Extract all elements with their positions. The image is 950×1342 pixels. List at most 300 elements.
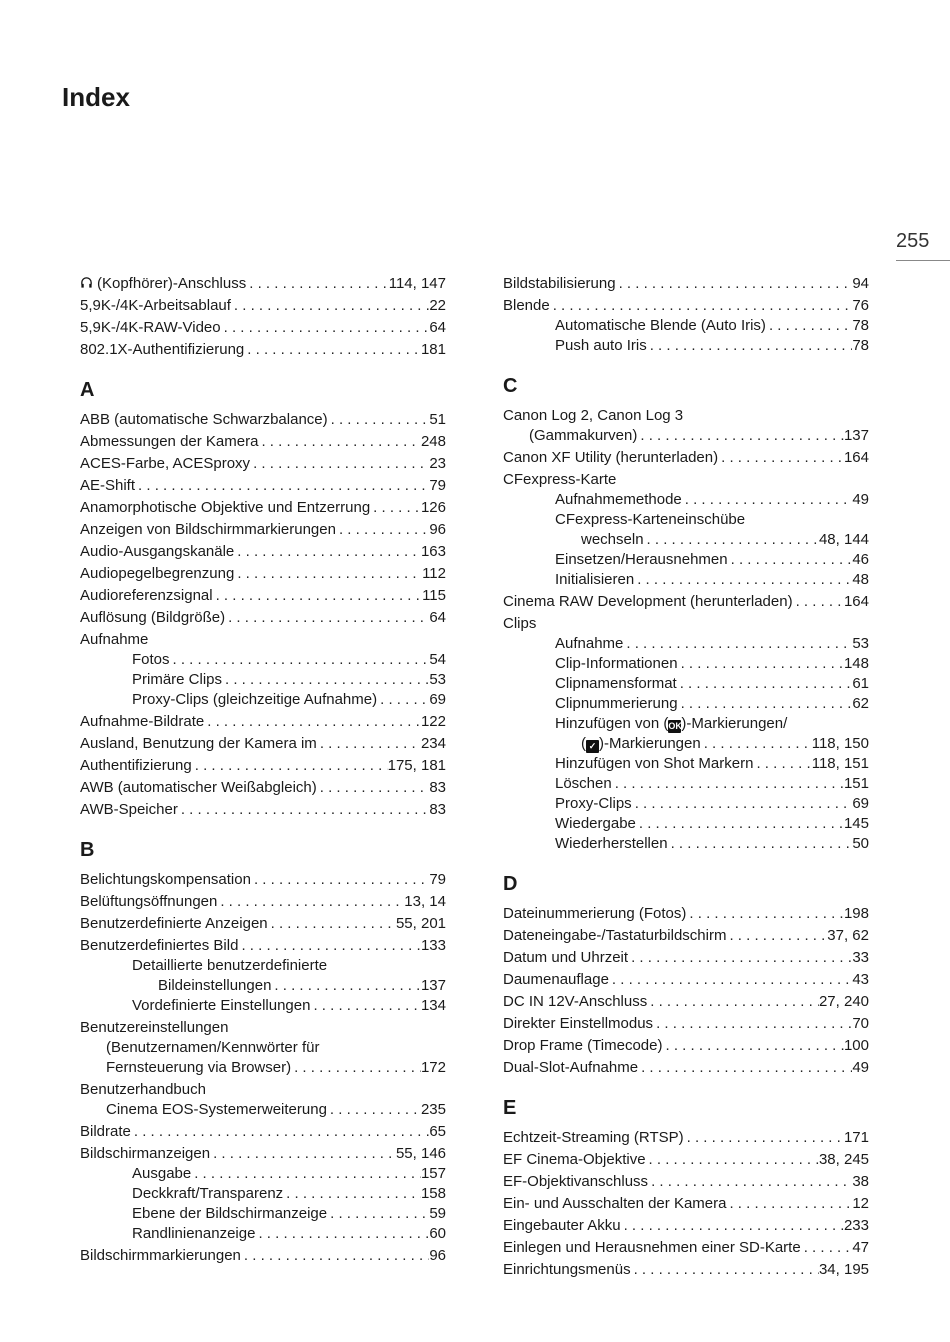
- entry-term: Aufnahme: [555, 635, 624, 652]
- dot-leader: [192, 756, 388, 776]
- entry-pages[interactable]: 133: [420, 937, 446, 954]
- entry-pages[interactable]: 137: [420, 977, 446, 994]
- entry-term: DC IN 12V-Anschluss: [503, 993, 648, 1010]
- entry-term-text: Hinzufügen von (: [555, 715, 669, 732]
- headphones-icon: [80, 276, 93, 289]
- index-entry: [80, 296, 446, 316]
- index-entry: [503, 1128, 869, 1148]
- dot-leader: [628, 948, 852, 968]
- entry-pages[interactable]: 70: [852, 1015, 869, 1032]
- dot-leader: [170, 650, 430, 670]
- entry-term: Randlinienanzeige: [132, 1225, 256, 1242]
- entry-pages[interactable]: 83: [429, 801, 446, 818]
- entry-pages[interactable]: 181: [420, 341, 446, 358]
- index-entry: [80, 756, 446, 776]
- dot-leader: [213, 586, 422, 606]
- index-entry: [503, 654, 869, 674]
- entry-term: Detaillierte benutzerdefinierte: [132, 957, 328, 974]
- index-entry: [80, 870, 446, 890]
- dot-leader: [718, 448, 844, 468]
- entry-term: Cinema RAW Development (herunterladen): [503, 593, 793, 610]
- dot-leader: [728, 550, 853, 570]
- entry-term: Ausland, Benutzung der Kamera im: [80, 735, 317, 752]
- entry-term: Blende: [503, 297, 550, 314]
- entry-pages[interactable]: 64: [429, 319, 446, 336]
- section-letter: C: [503, 375, 518, 397]
- dot-leader: [271, 976, 421, 996]
- dot-leader: [234, 564, 422, 584]
- entry-term: Clips: [503, 615, 537, 632]
- entry-term: wechseln: [581, 531, 644, 548]
- entry-pages[interactable]: 47: [852, 1239, 869, 1256]
- index-entry: [503, 1172, 869, 1192]
- check-mark-icon: ✓: [586, 740, 599, 753]
- dot-leader: [550, 296, 853, 316]
- entry-pages[interactable]: 64: [429, 609, 446, 626]
- index-entry: [503, 926, 869, 946]
- entry-pages[interactable]: 37, 62: [827, 927, 869, 944]
- index-entry: [503, 754, 869, 774]
- index-entry: [503, 1238, 869, 1258]
- entry-pages[interactable]: 164: [843, 593, 869, 610]
- dot-leader: [221, 318, 430, 338]
- entry-pages[interactable]: 94: [852, 275, 869, 292]
- entry-pages[interactable]: 48, 144: [818, 531, 869, 548]
- entry-pages[interactable]: 157: [420, 1165, 446, 1182]
- dot-leader: [231, 296, 429, 316]
- dot-leader: [135, 476, 429, 496]
- entry-pages[interactable]: 12: [852, 1195, 869, 1212]
- dot-leader: [131, 1122, 429, 1142]
- index-entry: [503, 1014, 869, 1034]
- index-entry: [503, 634, 869, 654]
- entry-term: Audioreferenzsignal: [80, 587, 213, 604]
- entry-pages[interactable]: 69: [429, 691, 446, 708]
- index-entry: [80, 1058, 446, 1078]
- index-entry: [80, 1122, 446, 1142]
- index-entry: [503, 570, 869, 590]
- dot-leader: [753, 754, 811, 774]
- entry-term: Belüftungsöffnungen: [80, 893, 218, 910]
- index-entry: [80, 936, 446, 956]
- dot-leader: [616, 274, 853, 294]
- entry-pages[interactable]: 62: [852, 695, 869, 712]
- index-entry: [503, 1058, 869, 1078]
- entry-term: Löschen: [555, 775, 612, 792]
- entry-term-text: (Kopfhörer)-Anschluss: [97, 275, 247, 292]
- entry-term: EF Cinema-Objektive: [503, 1151, 646, 1168]
- dot-leader: [682, 490, 853, 510]
- dot-leader: [317, 778, 430, 798]
- entry-pages[interactable]: 33: [852, 949, 869, 966]
- entry-pages[interactable]: 164: [843, 449, 869, 466]
- entry-term: ACES-Farbe, ACESproxy: [80, 455, 251, 472]
- index-entry: [503, 1036, 869, 1056]
- index-entry: [503, 614, 869, 634]
- entry-term: Fernsteuerung via Browser): [106, 1059, 292, 1076]
- index-entry: [80, 564, 446, 584]
- dot-leader: [255, 1224, 429, 1244]
- index-entry: [80, 340, 446, 360]
- index-entry: [503, 426, 869, 446]
- entry-pages[interactable]: 96: [429, 521, 446, 538]
- entry-pages[interactable]: 78: [852, 317, 869, 334]
- entry-pages[interactable]: 38: [852, 1173, 869, 1190]
- entry-pages[interactable]: 60: [429, 1225, 446, 1242]
- entry-pages[interactable]: 55, 146: [395, 1145, 446, 1162]
- entry-term: Dateneingabe-/Tastaturbildschirm: [503, 927, 727, 944]
- index-entry: [80, 410, 446, 430]
- index-entry: [80, 996, 446, 1016]
- index-entry: [80, 1080, 446, 1100]
- index-entry: [503, 470, 869, 490]
- dot-leader: [222, 670, 429, 690]
- entry-term-text-after: )-Markierungen/: [681, 715, 788, 732]
- dot-leader: [217, 892, 404, 912]
- index-entry: [80, 498, 446, 518]
- entry-pages[interactable]: 59: [429, 1205, 446, 1222]
- entry-pages[interactable]: 158: [420, 1185, 446, 1202]
- dot-leader: [251, 870, 429, 890]
- entry-pages[interactable]: 49: [852, 1059, 869, 1076]
- entry-pages[interactable]: 54: [429, 651, 446, 668]
- dot-leader: [377, 690, 429, 710]
- entry-pages[interactable]: 46: [852, 551, 869, 568]
- section-letter: E: [503, 1097, 517, 1119]
- dot-leader: [726, 1194, 852, 1214]
- entry-term: Benutzereinstellungen: [80, 1019, 229, 1036]
- dot-leader: [621, 1216, 844, 1236]
- entry-term: [581, 734, 701, 754]
- entry-term: Ebene der Bildschirmanzeige: [132, 1205, 328, 1222]
- entry-term: (Gammakurven): [529, 427, 638, 444]
- entry-term: [555, 714, 869, 734]
- dot-leader: [623, 634, 852, 654]
- index-entry: [80, 650, 446, 670]
- entry-pages[interactable]: 50: [852, 835, 869, 852]
- entry-pages[interactable]: 100: [843, 1037, 869, 1054]
- entry-pages[interactable]: 27, 240: [818, 993, 869, 1010]
- entry-pages[interactable]: 198: [843, 905, 869, 922]
- entry-pages[interactable]: 148: [843, 655, 869, 672]
- index-entry: [503, 948, 869, 968]
- entry-term: Canon XF Utility (herunterladen): [503, 449, 719, 466]
- entry-term: 5,9K-/4K-Arbeitsablauf: [80, 297, 231, 314]
- index-entry: [80, 690, 446, 710]
- entry-term: AE-Shift: [80, 477, 136, 494]
- dot-leader: [241, 1246, 429, 1266]
- entry-term: ABB (automatische Schwarzbalance): [80, 411, 328, 428]
- index-entry: [80, 586, 446, 606]
- entry-pages[interactable]: 172: [420, 1059, 446, 1076]
- index-entry: [503, 1260, 869, 1280]
- index-entry: [503, 510, 869, 530]
- entry-term: Wiederherstellen: [555, 835, 668, 852]
- index-entry: [503, 296, 869, 316]
- entry-pages[interactable]: 23: [429, 455, 446, 472]
- entry-term: Initialisieren: [555, 571, 635, 588]
- dot-leader: [225, 608, 429, 628]
- entry-pages[interactable]: 137: [843, 427, 869, 444]
- entry-pages[interactable]: 65: [429, 1123, 446, 1140]
- dot-leader: [678, 654, 844, 674]
- dot-leader: [636, 814, 844, 834]
- dot-leader: [612, 774, 844, 794]
- ok-mark-icon: OK: [668, 721, 682, 731]
- entry-term: Authentifizierung: [80, 757, 192, 774]
- dot-leader: [793, 592, 844, 612]
- entry-term: Einlegen und Herausnehmen einer SD-Karte: [503, 1239, 801, 1256]
- index-entry: [503, 1216, 869, 1236]
- entry-pages[interactable]: 118, 150: [811, 735, 869, 752]
- entry-pages[interactable]: 134: [420, 997, 446, 1014]
- dot-leader: [310, 996, 421, 1016]
- entry-term: Benutzerdefiniertes Bild: [80, 937, 239, 954]
- entry-pages[interactable]: 61: [852, 675, 869, 692]
- entry-pages[interactable]: 118, 151: [811, 755, 869, 772]
- index-entry: [80, 476, 446, 496]
- dot-leader: [210, 1144, 396, 1164]
- entry-term: AWB-Speicher: [80, 801, 178, 818]
- dot-leader: [647, 992, 819, 1012]
- index-entry: [503, 530, 869, 550]
- dot-leader: [638, 1058, 852, 1078]
- index-entry: [503, 674, 869, 694]
- entry-pages[interactable]: 122: [420, 713, 446, 730]
- entry-term: Fotos: [132, 651, 170, 668]
- index-entry: [80, 734, 446, 754]
- entry-term: Vordefinierte Einstellungen: [132, 997, 311, 1014]
- index-entry: [80, 892, 446, 912]
- dot-leader: [238, 936, 421, 956]
- index-entry: [503, 714, 869, 734]
- dot-leader: [336, 520, 429, 540]
- entry-term: Proxy-Clips (gleichzeitige Aufnahme): [132, 691, 378, 708]
- dot-leader: [686, 904, 844, 924]
- entry-term: Audio-Ausgangskanäle: [80, 543, 235, 560]
- index-entry: [80, 1164, 446, 1184]
- entry-term: Bildschirmanzeigen: [80, 1145, 211, 1162]
- entry-pages[interactable]: 38, 245: [818, 1151, 869, 1168]
- dot-leader: [801, 1238, 853, 1258]
- entry-term: Datum und Uhrzeit: [503, 949, 629, 966]
- dot-leader: [632, 794, 853, 814]
- index-entry: [80, 712, 446, 732]
- dot-leader: [250, 454, 429, 474]
- index-entry: [80, 1018, 446, 1038]
- index-entry: [80, 670, 446, 690]
- index-entry: [80, 1246, 446, 1266]
- index-entry: [80, 542, 446, 562]
- dot-leader: [204, 712, 421, 732]
- entry-term: CFexpress-Karteneinschübe: [555, 511, 746, 528]
- dot-leader: [246, 274, 388, 294]
- dot-leader: [258, 432, 421, 452]
- dot-leader: [178, 800, 430, 820]
- dot-leader: [234, 542, 421, 562]
- dot-leader: [244, 340, 421, 360]
- entry-term: Einsetzen/Herausnehmen: [555, 551, 728, 568]
- dot-leader: [291, 1058, 421, 1078]
- entry-pages[interactable]: 115: [422, 587, 446, 604]
- dot-leader: [191, 1164, 421, 1184]
- dot-leader: [678, 694, 853, 714]
- entry-term: CFexpress-Karte: [503, 471, 617, 488]
- entry-term: Benutzerhandbuch: [80, 1081, 206, 1098]
- entry-term: Benutzerdefinierte Anzeigen: [80, 915, 268, 932]
- entry-pages[interactable]: 112: [422, 565, 446, 582]
- index-entry: [80, 318, 446, 338]
- entry-term: Cinema EOS-Systemerweiterung: [106, 1101, 327, 1118]
- index-column-left: [80, 272, 446, 1266]
- index-entry: [80, 520, 446, 540]
- index-entry: [80, 608, 446, 628]
- page-number: 255: [896, 230, 930, 252]
- page-number-rule: [896, 260, 950, 261]
- entry-pages[interactable]: 53: [852, 635, 869, 652]
- index-entry: [503, 490, 869, 510]
- page-title: Index: [62, 82, 130, 112]
- entry-pages[interactable]: 34, 195: [818, 1261, 869, 1278]
- entry-pages[interactable]: 69: [852, 795, 869, 812]
- entry-pages[interactable]: 55, 201: [395, 915, 446, 932]
- section-letter: D: [503, 873, 518, 895]
- index-entry: [503, 592, 869, 612]
- entry-term: Anamorphotische Objektive und Entzerrung: [80, 499, 371, 516]
- entry-term-text: (: [581, 735, 586, 752]
- entry-pages[interactable]: 49: [852, 491, 869, 508]
- entry-pages[interactable]: 233: [843, 1217, 869, 1234]
- entry-pages[interactable]: 48: [852, 571, 869, 588]
- index-entry: [80, 1204, 446, 1224]
- entry-pages[interactable]: 163: [420, 543, 446, 560]
- dot-leader: [327, 1100, 421, 1120]
- entry-term: EF-Objektivanschluss: [503, 1173, 649, 1190]
- entry-term: Deckkraft/Transparenz: [132, 1185, 284, 1202]
- entry-term: Daumenauflage: [503, 971, 609, 988]
- entry-term: Automatische Blende (Auto Iris): [555, 317, 766, 334]
- index-entry: [80, 432, 446, 452]
- index-entry: [503, 904, 869, 924]
- entry-term: Hinzufügen von Shot Markern: [555, 755, 754, 772]
- index-entry: [80, 956, 446, 976]
- entry-pages[interactable]: 175, 181: [387, 757, 446, 774]
- index-entry: [503, 316, 869, 336]
- index-entry: [80, 976, 446, 996]
- entry-pages[interactable]: 79: [429, 871, 446, 888]
- index-entry: [503, 694, 869, 714]
- dot-leader: [644, 530, 819, 550]
- entry-term: Bildschirmmarkierungen: [80, 1247, 241, 1264]
- entry-term: Ein- und Ausschalten der Kamera: [503, 1195, 727, 1212]
- dot-leader: [637, 426, 844, 446]
- dot-leader: [662, 1036, 843, 1056]
- entry-term-text-after: )-Markierungen: [599, 735, 701, 752]
- index-entry: [503, 336, 869, 356]
- index-entry: [80, 1100, 446, 1120]
- index-entry: [80, 1038, 446, 1058]
- entry-pages[interactable]: 151: [843, 775, 869, 792]
- index-entry: [80, 778, 446, 798]
- entry-pages[interactable]: 53: [429, 671, 446, 688]
- entry-pages[interactable]: 145: [843, 815, 869, 832]
- entry-term: Proxy-Clips: [555, 795, 632, 812]
- index-entry: [503, 774, 869, 794]
- entry-term: Aufnahme-Bildrate: [80, 713, 205, 730]
- entry-pages[interactable]: 83: [429, 779, 446, 796]
- index-entry: [503, 814, 869, 834]
- entry-term: Bildstabilisierung: [503, 275, 616, 292]
- entry-term: Echtzeit-Streaming (RTSP): [503, 1129, 684, 1146]
- entry-pages[interactable]: 171: [843, 1129, 869, 1146]
- entry-pages[interactable]: 13, 14: [404, 893, 446, 910]
- dot-leader: [327, 1204, 429, 1224]
- entry-term: Anzeigen von Bildschirmmarkierungen: [80, 521, 336, 538]
- entry-term: Canon Log 2, Canon Log 3: [503, 407, 684, 424]
- dot-leader: [653, 1014, 852, 1034]
- entry-pages[interactable]: 76: [852, 297, 869, 314]
- dot-leader: [370, 498, 421, 518]
- entry-term: Abmessungen der Kamera: [80, 433, 259, 450]
- entry-term: Bildrate: [80, 1123, 131, 1140]
- entry-pages[interactable]: 79: [429, 477, 446, 494]
- entry-pages[interactable]: 235: [420, 1101, 446, 1118]
- dot-leader: [648, 1172, 852, 1192]
- index-entry: [503, 992, 869, 1012]
- entry-pages[interactable]: 96: [429, 1247, 446, 1264]
- entry-pages[interactable]: 126: [420, 499, 446, 516]
- entry-term: Dual-Slot-Aufnahme: [503, 1059, 639, 1076]
- index-entry: [503, 274, 869, 294]
- section-letter: B: [80, 839, 95, 861]
- entry-term: Ausgabe: [132, 1165, 192, 1182]
- dot-leader: [631, 1260, 819, 1280]
- entry-pages[interactable]: 22: [429, 297, 446, 314]
- index-entry: [503, 734, 869, 754]
- dot-leader: [268, 914, 396, 934]
- entry-pages[interactable]: 43: [852, 971, 869, 988]
- index-entry: [80, 1184, 446, 1204]
- entry-term: AWB (automatischer Weißabgleich): [80, 779, 317, 796]
- entry-term: Clip-Informationen: [555, 655, 678, 672]
- entry-term: Clipnamensformat: [555, 675, 677, 692]
- entry-term: 802.1X-Authentifizierung: [80, 341, 245, 358]
- entry-pages[interactable]: 114, 147: [388, 275, 446, 292]
- section-letter: A: [80, 379, 95, 401]
- entry-term: [80, 274, 246, 294]
- entry-term: Direkter Einstellmodus: [503, 1015, 654, 1032]
- entry-term: Belichtungskompensation: [80, 871, 251, 888]
- entry-term: Wiedergabe: [555, 815, 636, 832]
- dot-leader: [766, 316, 852, 336]
- entry-term: Bildeinstellungen: [158, 977, 272, 994]
- entry-term: Push auto Iris: [555, 337, 647, 354]
- entry-term: 5,9K-/4K-RAW-Video: [80, 319, 221, 336]
- entry-term: Drop Frame (Timecode): [503, 1037, 663, 1054]
- dot-leader: [684, 1128, 844, 1148]
- dot-leader: [668, 834, 853, 854]
- index-entry: [80, 630, 446, 650]
- entry-pages[interactable]: 234: [420, 735, 446, 752]
- entry-pages[interactable]: 51: [429, 411, 446, 428]
- index-entry: [80, 274, 446, 294]
- entry-pages[interactable]: 78: [852, 337, 869, 354]
- entry-term: Aufnahmemethode: [555, 491, 682, 508]
- index-entry: [503, 794, 869, 814]
- index-entry: [503, 406, 869, 426]
- index-entry: [80, 1144, 446, 1164]
- entry-pages[interactable]: 248: [420, 433, 446, 450]
